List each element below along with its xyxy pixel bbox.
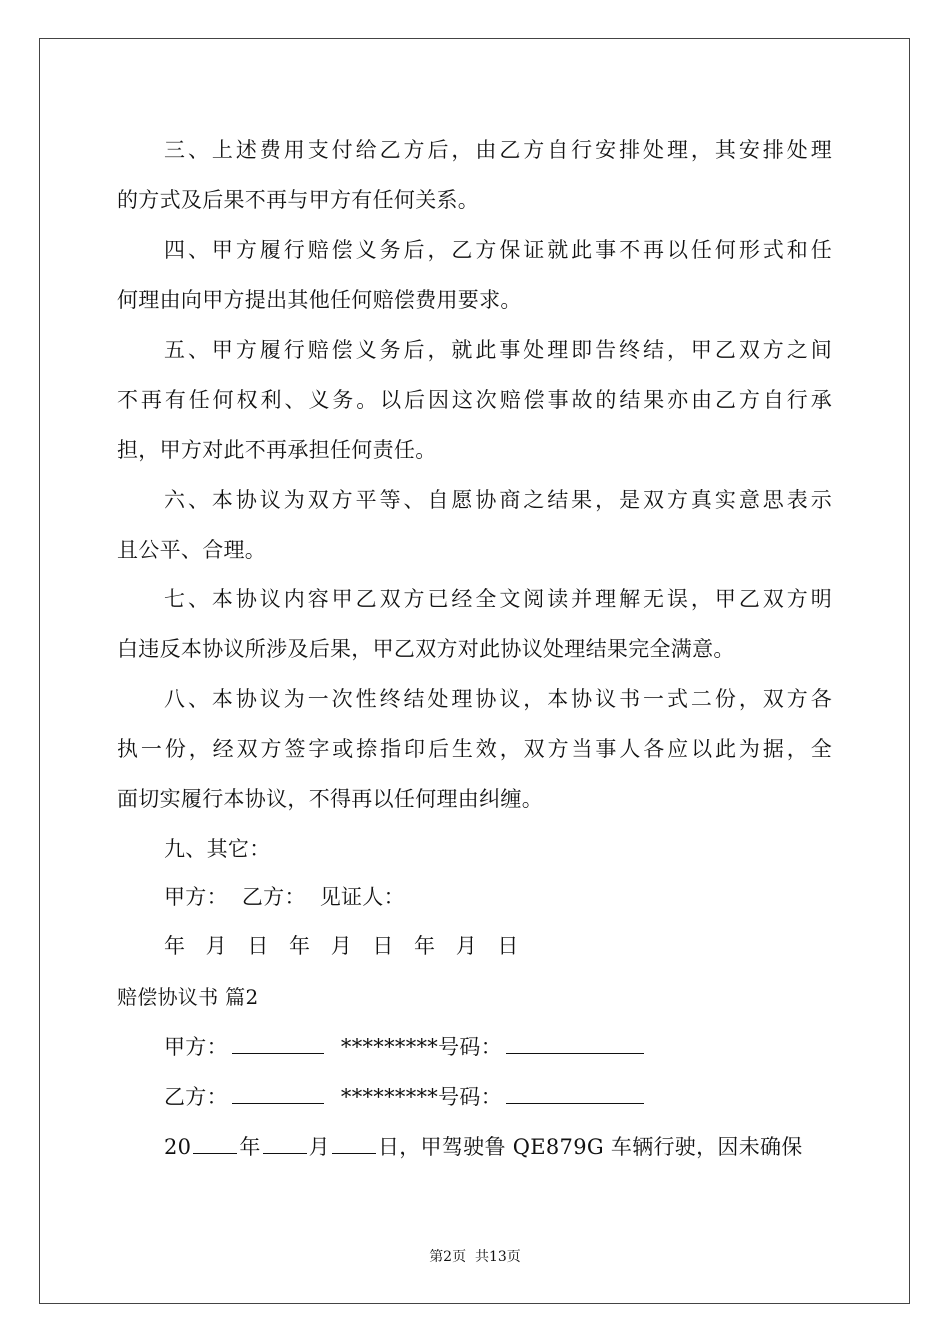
paragraph-4-line-2: 何理由向甲方提出其他任何赔偿费用要求。: [117, 288, 522, 312]
accident-date-line: [164, 1132, 832, 1162]
date-year-label: 年: [239, 1135, 261, 1159]
party-a-label: 甲方：: [164, 1035, 228, 1059]
page-number-footer: 第2页 共13页: [429, 1249, 521, 1265]
party-a-name-blank: [232, 1033, 324, 1054]
party-b-name-blank: [232, 1083, 324, 1104]
party-b-row: [164, 1082, 832, 1112]
date-month-label: 月: [308, 1135, 330, 1159]
party-a-id-label: *********号码：: [340, 1035, 502, 1059]
paragraph-9: 九、其它：: [164, 837, 271, 861]
paragraph-3-line-2: 的方式及后果不再与甲方有任何关系。: [117, 188, 480, 212]
page-border: [39, 38, 910, 1304]
date-year-prefix: 20: [164, 1135, 192, 1159]
date-year-blank: [193, 1133, 237, 1154]
date-month-blank: [263, 1133, 307, 1154]
section-2-heading: 赔偿协议书 篇2: [117, 985, 259, 1009]
paragraph-5-line-2: 不再有任何权利、义务。以后因这次赔偿事故的结果亦由乙方自行承: [117, 388, 832, 412]
party-a-id-blank: [506, 1033, 644, 1054]
paragraph-4-line-1: 四、甲方履行赔偿义务后，乙方保证就此事不再以任何形式和任: [164, 238, 832, 262]
party-b-id-blank: [506, 1083, 644, 1104]
paragraph-5-line-1: 五、甲方履行赔偿义务后，就此事处理即告终结，甲乙双方之间: [164, 338, 832, 362]
party-b-id-label: *********号码：: [340, 1085, 502, 1109]
paragraph-7-line-2: 白违反本协议所涉及后果，甲乙双方对此协议处理结果完全满意。: [117, 637, 735, 661]
date-day-blank: [332, 1133, 376, 1154]
paragraph-6-line-2: 且公平、合理。: [117, 538, 267, 562]
paragraph-8-line-2: 执一份，经双方签字或捺指印后生效，双方当事人各应以此为据，全: [117, 737, 832, 761]
party-b-label: 乙方：: [164, 1085, 228, 1109]
paragraph-3-line-1: 三、上述费用支付给乙方后，由乙方自行安排处理，其安排处理: [164, 138, 832, 162]
paragraph-8-line-1: 八、本协议为一次性终结处理协议，本协议书一式二份，双方各: [164, 687, 832, 711]
paragraph-5-line-3: 担，甲方对此不再承担任何责任。: [117, 438, 437, 462]
paragraph-7-line-1: 七、本协议内容甲乙双方已经全文阅读并理解无误，甲乙双方明: [164, 587, 832, 611]
paragraph-8-line-3: 面切实履行本协议，不得再以任何理由纠缠。: [117, 787, 543, 811]
party-a-row: [164, 1032, 832, 1062]
date-rest-text: 日，甲驾驶鲁 QE879G 车辆行驶，因未确保: [377, 1135, 803, 1159]
signature-dates: 年 月 日 年 月 日 年 月 日: [164, 934, 523, 958]
signature-parties: 甲方： 乙方： 见证人：: [164, 885, 405, 909]
paragraph-6-line-1: 六、本协议为双方平等、自愿协商之结果，是双方真实意思表示: [164, 488, 832, 512]
